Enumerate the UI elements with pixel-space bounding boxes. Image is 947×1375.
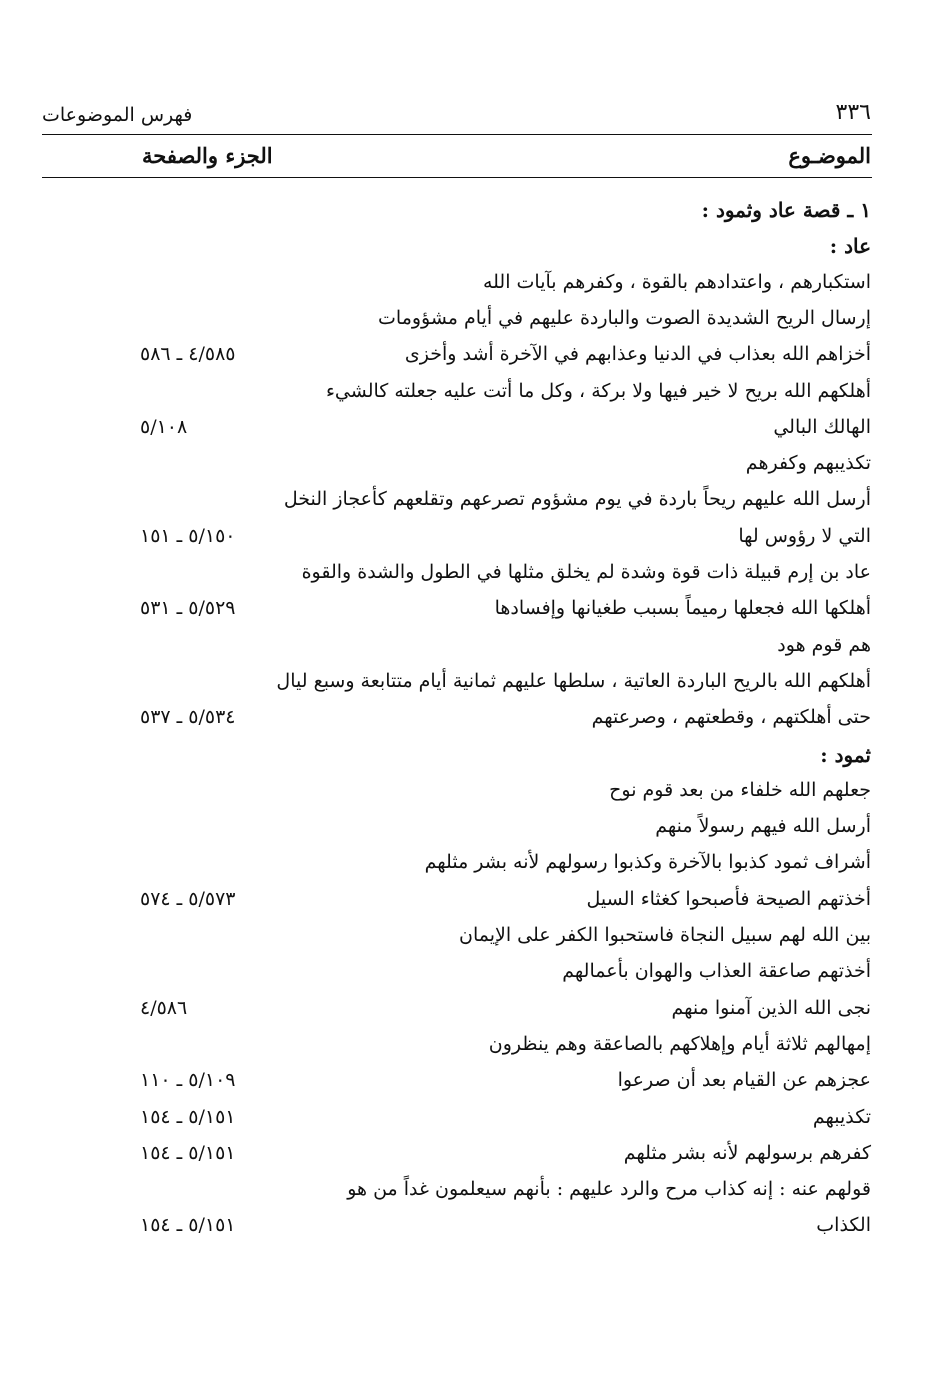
column-header-topic: الموضـوع	[788, 143, 871, 168]
index-entry-text: إمهالهم ثلاثة أيام وإهلاكهم بالصاعقة وهم ينظرون	[488, 1033, 871, 1055]
index-entry-text: أخذتهم صاعقة العذاب والهوان بأعمالهم	[562, 960, 871, 982]
index-entry-text: كفرهم برسولهم لأنه بشر مثلهم	[623, 1142, 871, 1164]
index-entry-text: بين الله لهم سبيل النجاة فاستحبوا الكفر على الإيمان	[459, 924, 871, 946]
index-entry-page-ref: ٤/٥٨٥ ـ ٥٨٦	[140, 343, 236, 365]
index-entry-page-ref: ٤/٥٨٦	[140, 997, 188, 1019]
index-entry-page-ref: ٥/١٥١ ـ ١٥٤	[140, 1106, 236, 1128]
index-heading: ثمود :	[820, 743, 871, 767]
index-entry-text: الكذاب	[816, 1214, 871, 1236]
index-entry-text: تكذيبهم	[812, 1106, 871, 1128]
column-header-volume-page: الجزء والصفحة	[142, 143, 273, 168]
index-entry-text: الهالك البالي	[773, 416, 871, 438]
index-heading: ١ ـ قصة عاد وثمود :	[701, 198, 871, 222]
index-entry-text: نجى الله الذين آمنوا منهم	[671, 997, 871, 1019]
running-title: فهرس الموضوعات	[42, 104, 193, 126]
index-entry-page-ref: ٥/١٥١ ـ ١٥٤	[140, 1142, 236, 1164]
index-entry-page-ref: ٥/١٠٨	[140, 416, 188, 438]
column-header-rule	[42, 177, 872, 178]
index-entry-text: أخزاهم الله بعذاب في الدنيا وعذابهم في الآخرة أشد وأخزى	[404, 343, 871, 365]
index-entry-text: أرسل الله فيهم رسولاً منهم	[655, 815, 871, 837]
index-entry-text: عاد بن إرم قبيلة ذات قوة وشدة لم يخلق مثلها في الطول والشدة والقوة	[301, 561, 871, 583]
index-entry-text: إرسال الريح الشديدة الصوت والباردة عليهم في أيام مشؤومات	[378, 307, 871, 329]
index-entry-text: هم قوم هود	[777, 634, 871, 656]
index-entry-page-ref: ٥/٥٣٤ ـ ٥٣٧	[140, 706, 236, 728]
index-entry-text: أهلكهم الله بالريح الباردة العاتية ، سلطها عليهم ثمانية أيام متتابعة وسبع ليال	[276, 670, 871, 692]
index-entry-page-ref: ٥/١٥٠ ـ ١٥١	[140, 525, 236, 547]
index-entry-text: أشراف ثمود كذبوا بالآخرة وكذبوا رسولهم لأنه بشر مثلهم	[424, 851, 871, 873]
page-number: ٣٣٦	[835, 100, 871, 125]
index-entry-page-ref: ٥/٥٧٣ ـ ٥٧٤	[140, 888, 236, 910]
index-entry-text: تكذيبهم وكفرهم	[745, 452, 871, 474]
index-entry-text: أهلكها الله فجعلها رميماً بسبب طغيانها وإفسادها	[494, 597, 871, 619]
index-entry-page-ref: ٥/٥٢٩ ـ ٥٣١	[140, 597, 236, 619]
index-entry-page-ref: ٥/١٥١ ـ ١٥٤	[140, 1214, 236, 1236]
index-entry-text: أهلكهم الله بريح لا خير فيها ولا بركة ، وكل ما أتت عليه جعلته كالشيء	[325, 380, 871, 402]
index-entry-text: استكبارهم ، واعتدادهم بالقوة ، وكفرهم بآيات الله	[482, 271, 871, 293]
index-entry-text: أرسل الله عليهم ريحاً باردة في يوم مشؤوم تصرعهم وتقلعهم كأعجاز النخل	[283, 488, 871, 510]
index-heading: عاد :	[829, 234, 871, 258]
index-entry-text: عجزهم عن القيام بعد أن صرعوا	[617, 1069, 871, 1091]
index-entry-text: أخذتهم الصيحة فأصبحوا كغثاء السيل	[586, 888, 871, 910]
index-entry-text: حتى أهلكتهم ، وقطعتهم ، وصرعتهم	[591, 706, 871, 728]
index-entry-page-ref: ٥/١٠٩ ـ ١١٠	[140, 1069, 236, 1091]
index-entry-text: التي لا رؤوس لها	[738, 525, 871, 547]
index-entry-text: جعلهم الله خلفاء من بعد قوم نوح	[609, 779, 871, 801]
header-rule	[42, 134, 872, 135]
index-entry-text: قولهم عنه : إنه كذاب مرح والرد عليهم : بأنهم سيعلمون غداً من هو	[347, 1178, 871, 1200]
